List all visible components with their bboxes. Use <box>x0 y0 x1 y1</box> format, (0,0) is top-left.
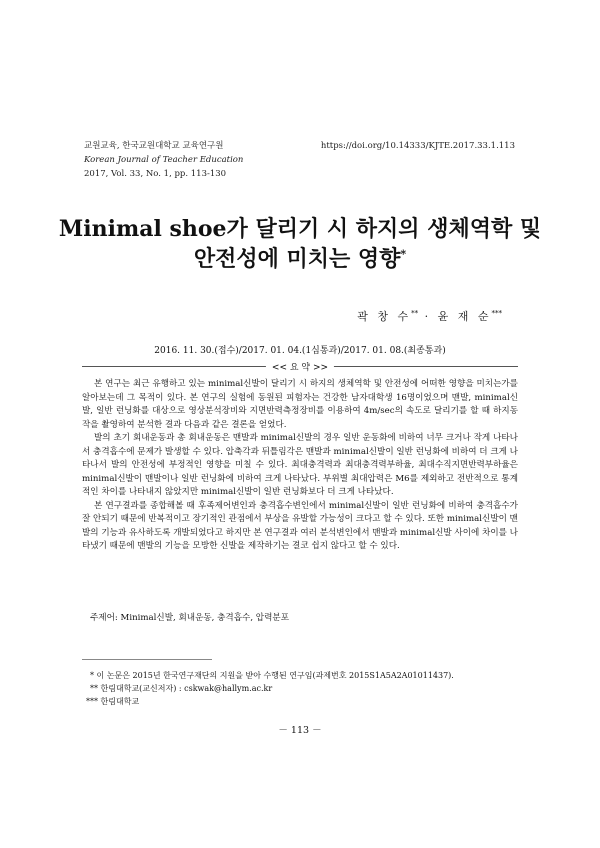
abstract-paragraph-1: 본 연구는 최근 유행하고 있는 minimal신발이 달리기 시 하지의 생체역학 및 안전성에 어떠한 영향을 미치는가를 알아보는데 그 목적이 있다. 본 연구의 실험에 동원된 피험자는 건강한 남자대학생 16명이었으며 맨발, minimal신발, 일반 런닝화를 대상으로 영상분석장비와 지면반력측정장비를 이용하여 4m/sec의 속도로 달리기를 할 때 하지동작을 촬영하여 분석한 결과 다음과 같은 결론을 얻었다. <box>82 379 518 430</box>
abstract-paragraph-2: 발의 초기 회내운동과 총 회내운동은 맨발과 minimal신발의 경우 일반 운동화에 비하여 너무 크거나 작게 나타나서 충격흡수에 문제가 발생할 수 있다. 압축각과 뒤틀림각은 맨발과 minimal신발이 일반 런닝화에 비하여 더 크게 나타나서 발의 안전성에 부정적인 영향을 미칠 수 있다. 최대충격력과 최대충격력부하율, 최대수직지면반력부하율은 minimal신발이 맨발이나 일반 런닝화에 비하여 크게 나타났다. 부위별 최대압력은 M6를 제외하고 전반적으로 통계적인 차이를 나타내지 않았지만 minimal신발이 일반 런닝화보다 더 크게 나타났다. <box>82 433 518 497</box>
author-1: 곽 창 수 <box>357 310 412 323</box>
footnote-1: * 이 논문은 2015년 한국연구재단의 지원을 받아 수행된 연구임(과제번호 2015S1A5A2A01011437). <box>90 671 454 680</box>
footnote-3: *** 한림대학교 <box>86 697 140 706</box>
abstract <box>82 378 518 554</box>
keywords-text: Minimal신발, 회내운동, 충격흡수, 압력분포 <box>120 613 290 623</box>
abstract-paragraph-3: 본 연구결과를 종합해볼 때 후족제어변인과 충격흡수변인에서 minimal신발이 일반 런닝화에 비하여 충격흡수가 잘 안되기 때문에 반복적이고 장기적인 관점에서 부상을 유발할 가능성이 크다고 할 수 있다. 또한 minimal신발이 맨발의 기능과 유사하도록 개발되었다고 하지만 본 연구결과 여러 분석변인에서 맨발과 minimal신발 사이에 차이를 나타냈기 때문에 맨발의 기능을 모방한 신발을 제작하기는 결코 쉽지 않다고 할 수 있다. <box>82 500 518 551</box>
submission-dates: 2016. 11. 30.(접수)/2017. 01. 04.(1심통과)/2017. 01. 08.(최종통과) <box>154 346 446 356</box>
authors <box>357 308 502 324</box>
journal-english-name: Korean Journal of Teacher Education <box>84 155 244 165</box>
title-line-2-text: 안전성에 미치는 영향 <box>193 246 401 272</box>
title-line-1: Minimal shoe가 달리기 시 하지의 생체역학 및 <box>58 216 542 242</box>
author-2-mark: *** <box>491 309 502 318</box>
journal-issue: 2017, Vol. 33, No. 1, pp. 113-130 <box>84 169 227 179</box>
doi-link[interactable]: https://doi.org/10.14333/KJTE.2017.33.1.113 <box>320 141 515 151</box>
footnote-divider <box>82 659 212 660</box>
page-number: － 113 － <box>278 725 322 736</box>
journal-korean-name: 교원교육, 한국교원대학교 교육연구원 <box>84 141 224 151</box>
keywords-label: 주제어: <box>90 613 118 623</box>
author-1-mark: ** <box>411 309 419 318</box>
title-line-2 <box>40 244 560 274</box>
keywords <box>90 611 289 623</box>
summary-label: << 요 약 >> <box>266 360 334 373</box>
footnote-2: ** 한림대학교(교신저자) : cskwak@hallym.ac.kr <box>90 684 273 693</box>
title-footnote-mark: * <box>400 247 407 261</box>
author-2: 윤 재 순 <box>437 310 492 323</box>
author-separator: · <box>424 310 432 323</box>
